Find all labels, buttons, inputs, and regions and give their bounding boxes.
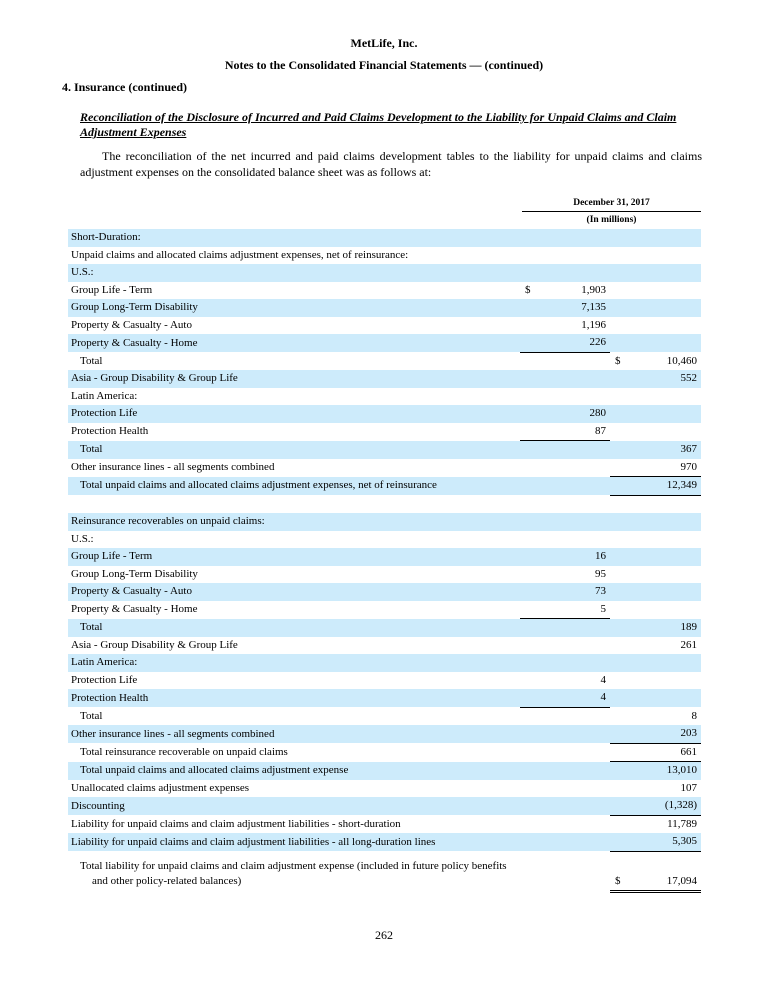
table-row: [68, 548, 701, 566]
total-amount-cell: [610, 780, 701, 798]
detail-amount-cell: [520, 548, 610, 566]
total-amount-cell: [610, 654, 701, 672]
row-label-text: Protection Health: [71, 425, 149, 437]
row-label-text: Total reinsurance recoverable on unpaid claims: [80, 745, 288, 758]
row-label-text: Asia - Group Disability & Group Life: [71, 372, 238, 385]
row-label: [68, 672, 520, 690]
row-label: [68, 423, 520, 441]
detail-amount-cell: [520, 619, 610, 637]
total-amount-cell: [610, 851, 701, 891]
row-label-text: Liability for unpaid claims and claim adjustment liabilities - short-duration: [71, 817, 401, 830]
row-label: [68, 619, 520, 637]
table-row: [68, 833, 701, 851]
total-amount-cell: [610, 833, 701, 851]
row-label-text: Total: [80, 621, 103, 633]
row-label-text: Unpaid claims and allocated claims adjustment expenses, net of reinsurance:: [71, 248, 409, 261]
amount-value: 367: [680, 443, 697, 455]
table-row: [68, 495, 701, 513]
amount-value: 1,196: [581, 318, 606, 331]
column-date: December 31, 2017: [522, 198, 701, 212]
amount-value: 11,789: [667, 817, 697, 830]
table-row: [68, 299, 701, 317]
table-row: [68, 423, 701, 441]
total-amount-cell: [610, 815, 701, 833]
row-label-text: Property & Casualty - Home: [71, 336, 198, 349]
row-label: [68, 441, 520, 459]
row-label: [68, 459, 520, 477]
detail-amount-cell: [520, 388, 610, 406]
detail-amount-cell: [520, 833, 610, 851]
amount-value: 13,010: [666, 764, 697, 777]
detail-amount-cell: [520, 370, 610, 388]
detail-amount-cell: [520, 583, 610, 601]
total-amount-cell: [610, 725, 701, 743]
row-label-text: Property & Casualty - Auto: [71, 318, 192, 331]
detail-amount-cell: [520, 441, 610, 459]
total-amount-cell: [610, 441, 701, 459]
total-amount-cell: [610, 601, 701, 619]
total-amount-cell: [610, 477, 701, 496]
amount-value: 107: [680, 781, 697, 794]
total-amount-cell: [610, 388, 701, 406]
amount-value: 10,460: [666, 354, 697, 367]
row-label-text: Total: [80, 443, 103, 455]
row-label: [68, 833, 520, 851]
detail-amount-cell: [520, 352, 610, 370]
total-amount-cell: [610, 743, 701, 762]
row-label: [68, 707, 520, 725]
total-amount-cell: [610, 405, 701, 423]
amount-value: 261: [680, 638, 697, 651]
detail-amount-cell: [520, 299, 610, 317]
amount-value: 4: [600, 691, 606, 704]
detail-amount-cell: [520, 229, 610, 247]
section-title: 4. Insurance (continued): [62, 80, 188, 94]
table-row: [68, 689, 701, 707]
table-row: [68, 743, 701, 762]
total-amount-cell: [610, 282, 701, 300]
total-amount-cell: [610, 672, 701, 690]
detail-amount-cell: [520, 282, 610, 300]
total-amount-cell: [610, 229, 701, 247]
table-row: [68, 707, 701, 725]
detail-amount-cell: [520, 743, 610, 762]
row-label: [68, 743, 520, 762]
total-amount-cell: [610, 707, 701, 725]
row-label: [68, 513, 520, 531]
subsection-heading: Reconciliation of the Disclosure of Incurred and Paid Claims Development to the Liability for Unpaid Claims and Claim Adjustment Expenses: [80, 110, 677, 139]
row-label-text: U.S.:: [71, 532, 94, 545]
row-label: [68, 388, 520, 406]
page-number: 262: [375, 928, 393, 942]
row-label-text: Property & Casualty - Auto: [71, 585, 192, 598]
detail-amount-cell: [520, 495, 610, 513]
row-label: [68, 334, 520, 352]
detail-amount-cell: [520, 264, 610, 282]
table-row: [68, 229, 701, 247]
amount-value: 7,135: [581, 301, 606, 314]
detail-amount-cell: [520, 707, 610, 725]
amount-value: 1,903: [581, 283, 606, 296]
table-row: [68, 601, 701, 619]
detail-amount-cell: [520, 513, 610, 531]
dollar-sign: $: [525, 283, 531, 296]
row-label: [68, 495, 520, 513]
table-row: [68, 531, 701, 549]
row-label: [68, 654, 520, 672]
row-label: [68, 780, 520, 798]
table-row: [68, 317, 701, 335]
table-row: [68, 247, 701, 265]
row-label-text: Asia - Group Disability & Group Life: [71, 638, 238, 651]
amount-value: 17,094: [666, 874, 697, 887]
row-label-text: Unallocated claims adjustment expenses: [71, 781, 250, 794]
dollar-sign: $: [615, 874, 621, 887]
detail-amount-cell: [520, 689, 610, 707]
amount-value: 226: [589, 336, 606, 349]
detail-amount-cell: [520, 334, 610, 352]
detail-amount-cell: [520, 477, 610, 496]
row-label: [68, 815, 520, 833]
row-label: [68, 851, 520, 891]
row-label-text: Total unpaid claims and allocated claims adjustment expenses, net of reinsurance: [80, 479, 437, 492]
row-label-text: Protection Life: [71, 673, 138, 686]
row-label: [68, 352, 520, 370]
row-label: [68, 264, 520, 282]
total-amount-cell: [610, 299, 701, 317]
row-label-text: Group Long-Term Disability: [71, 567, 198, 580]
table-row: [68, 459, 701, 477]
table-row: [68, 672, 701, 690]
table-row: [68, 566, 701, 584]
row-label-text: Other insurance lines - all segments combined: [71, 461, 275, 473]
detail-amount-cell: [520, 423, 610, 441]
detail-amount-cell: [520, 459, 610, 477]
table-row: [68, 654, 701, 672]
table-row: [68, 815, 701, 833]
table-row: [68, 441, 701, 459]
total-amount-cell: [610, 619, 701, 637]
row-label-text: Total liability for unpaid claims and claim adjustment expense (included in future policy benefits and other policy-related balances): [80, 860, 507, 887]
row-label-text: Group Long-Term Disability: [71, 301, 198, 314]
total-amount-cell: [610, 583, 701, 601]
amount-value: 189: [680, 621, 697, 633]
document-subtitle: Notes to the Consolidated Financial Statements — (continued): [224, 58, 544, 72]
table-row: [68, 762, 701, 780]
table-row: [68, 513, 701, 531]
table-row: [68, 637, 701, 655]
amount-value: 4: [600, 673, 606, 686]
total-amount-cell: [610, 566, 701, 584]
table-row: [68, 282, 701, 300]
row-label: [68, 689, 520, 707]
column-unit: (In millions): [586, 215, 637, 225]
amount-value: 95: [595, 567, 606, 580]
table-row: [68, 477, 701, 496]
row-label-text: Total unpaid claims and allocated claims adjustment expense: [80, 764, 349, 776]
table-row: [68, 583, 701, 601]
column-header: [522, 198, 701, 225]
detail-amount-cell: [520, 672, 610, 690]
amount-value: 280: [589, 407, 606, 420]
row-label: [68, 583, 520, 601]
row-label: [68, 566, 520, 584]
table-row: [68, 352, 701, 370]
amount-value: 970: [680, 460, 697, 473]
detail-amount-cell: [520, 762, 610, 780]
detail-amount-cell: [520, 317, 610, 335]
row-label: [68, 405, 520, 423]
amount-value: (1,328): [664, 799, 697, 812]
row-label-text: Protection Health: [71, 691, 149, 704]
total-amount-cell: [610, 513, 701, 531]
row-label: [68, 548, 520, 566]
detail-amount-cell: [520, 405, 610, 423]
total-amount-cell: [610, 370, 701, 388]
detail-amount-cell: [520, 815, 610, 833]
table-row-grand-total: [68, 851, 701, 891]
row-label-text: Other insurance lines - all segments combined: [71, 727, 275, 740]
company-name: MetLife, Inc.: [350, 36, 418, 50]
row-label: [68, 531, 520, 549]
reconciliation-table: [68, 229, 701, 893]
total-amount-cell: [610, 495, 701, 513]
detail-amount-cell: [520, 637, 610, 655]
total-amount-cell: [610, 264, 701, 282]
row-label: [68, 299, 520, 317]
amount-value: 16: [595, 550, 606, 563]
detail-amount-cell: [520, 797, 610, 815]
total-amount-cell: [610, 797, 701, 815]
row-label: [68, 282, 520, 300]
amount-value: 5: [600, 602, 606, 615]
total-amount-cell: [610, 689, 701, 707]
detail-amount-cell: [520, 601, 610, 619]
detail-amount-cell: [520, 566, 610, 584]
table-row: [68, 264, 701, 282]
total-amount-cell: [610, 762, 701, 780]
row-label-text: Latin America:: [71, 389, 138, 402]
table-row: [68, 405, 701, 423]
dollar-sign: $: [615, 354, 621, 367]
row-label-text: Total: [80, 709, 103, 722]
row-label: [68, 370, 520, 388]
row-label-text: Reinsurance recoverables on unpaid claims:: [71, 515, 265, 528]
row-label-text: Protection Life: [71, 407, 138, 420]
row-label-text: Discounting: [71, 799, 125, 812]
table-row: [68, 388, 701, 406]
row-label: [68, 247, 520, 265]
intro-paragraph: The reconciliation of the net incurred and paid claims development tables to the liability for unpaid claims and claims adjustment expenses on the consolidated balance sheet was as follows at:: [80, 149, 702, 179]
row-label-text: Latin America:: [71, 656, 138, 669]
row-label: [68, 601, 520, 619]
table-row: [68, 619, 701, 637]
detail-amount-cell: [520, 725, 610, 743]
row-label: [68, 477, 520, 496]
total-amount-cell: [610, 317, 701, 335]
detail-amount-cell: [520, 654, 610, 672]
row-label: [68, 762, 520, 780]
total-amount-cell: [610, 423, 701, 441]
row-label-text: U.S.:: [71, 266, 94, 279]
total-amount-cell: [610, 548, 701, 566]
row-label-text: Group Life - Term: [71, 283, 153, 296]
total-amount-cell: [610, 531, 701, 549]
total-amount-cell: [610, 352, 701, 370]
table-row: [68, 725, 701, 743]
amount-value: 5,305: [672, 835, 697, 848]
total-amount-cell: [610, 459, 701, 477]
table-row: [68, 797, 701, 815]
row-label: [68, 317, 520, 335]
amount-value: 8: [691, 709, 697, 722]
amount-value: 661: [680, 745, 697, 758]
total-amount-cell: [610, 247, 701, 265]
row-label-text: Liability for unpaid claims and claim adjustment liabilities - all long-duration lines: [71, 835, 436, 848]
detail-amount-cell: [520, 531, 610, 549]
row-label-text: Short-Duration:: [71, 231, 141, 244]
row-label-text: Group Life - Term: [71, 550, 153, 563]
amount-value: 552: [680, 372, 697, 385]
amount-value: 12,349: [666, 479, 697, 492]
amount-value: 87: [595, 424, 606, 437]
table-row: [68, 370, 701, 388]
row-label: [68, 725, 520, 743]
detail-amount-cell: [520, 851, 610, 891]
row-label: [68, 637, 520, 655]
total-amount-cell: [610, 637, 701, 655]
row-label: [68, 229, 520, 247]
amount-value: 73: [595, 585, 606, 598]
row-label-text: Property & Casualty - Home: [71, 603, 198, 615]
table-row: [68, 780, 701, 798]
amount-value: 203: [680, 727, 697, 740]
detail-amount-cell: [520, 247, 610, 265]
detail-amount-cell: [520, 780, 610, 798]
row-label-text: Total: [80, 354, 103, 367]
row-label: [68, 797, 520, 815]
total-amount-cell: [610, 334, 701, 352]
table-row: [68, 334, 701, 352]
